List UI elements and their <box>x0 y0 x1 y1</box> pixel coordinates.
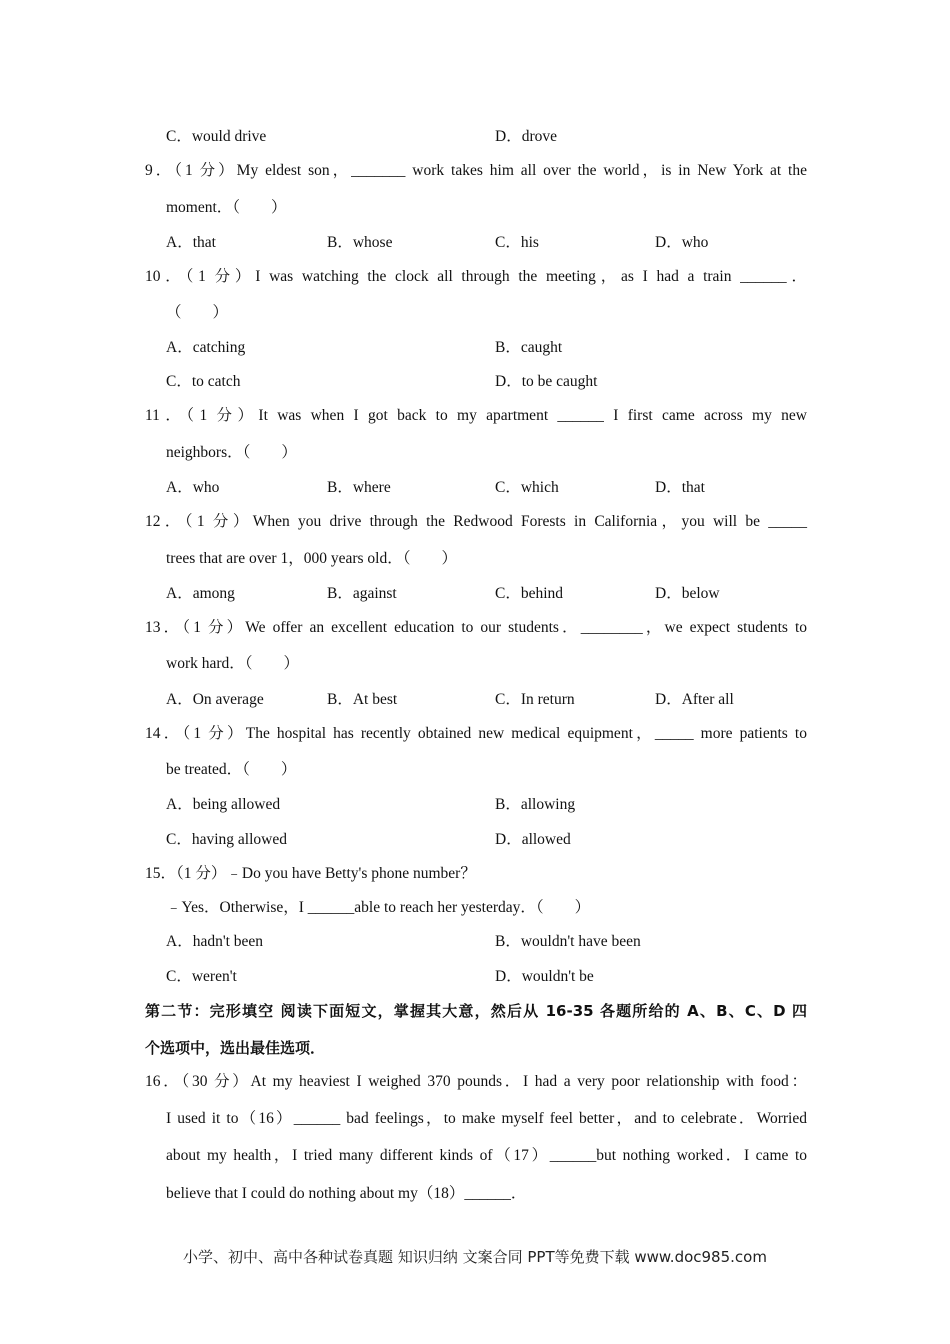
q14-option-d: D．allowed <box>495 831 571 848</box>
q16-passage-line4: believe that I could do nothing about my（18）______． <box>166 1185 527 1202</box>
q8-option-c: C．would drive <box>166 128 267 145</box>
q12-stem-cont: trees that are over 1，000 years old．（ ） <box>166 550 457 567</box>
page-footer: 小学、初中、高中各种试卷真题 知识归纳 文案合同 PPT等免费下载 www.doc985.com <box>183 1248 767 1266</box>
q11-option-b: B．where <box>327 479 391 496</box>
q9-stem: 9．（1 分）My eldest son，_______ work takes him all over the world，is in New York at the <box>145 162 807 179</box>
q15-stem-cont: ﹣Yes．Otherwise，I ______able to reach her yesterday．（ ） <box>166 899 591 916</box>
q14-option-b: B．allowing <box>495 796 576 813</box>
q15-option-b: B．wouldn't have been <box>495 933 641 950</box>
q11-option-a: A．who <box>166 479 220 496</box>
q13-option-a: A．On average <box>166 691 264 708</box>
q11-stem-cont: neighbors．（ ） <box>166 444 297 461</box>
q15-option-d: D．wouldn't be <box>495 968 594 985</box>
q16-passage-line2: I used it to（16）______ bad feelings，to make myself feel better，and to celebrate．Worried <box>166 1110 807 1127</box>
q10-stem: 10．（1 分）I was watching the clock all through the meeting，as I had a train ______． <box>145 268 807 285</box>
q11-option-c: C．which <box>495 479 559 496</box>
q10-option-a: A．catching <box>166 339 246 356</box>
q9-option-b: B．whose <box>327 234 393 251</box>
section2-heading: 第二节：完形填空 阅读下面短文，掌握其大意，然后从 16-35 各题所给的 A、B、C、D 四 <box>145 1002 807 1020</box>
q10-option-b: B．caught <box>495 339 563 356</box>
q14-option-a: A．being allowed <box>166 796 281 813</box>
q9-option-c: C．his <box>495 234 539 251</box>
q9-option-a: A．that <box>166 234 216 251</box>
q16-passage-line3: about my health，I tried many different kinds of（17）______but nothing worked．I came to <box>166 1147 807 1164</box>
q8-option-d: D．drove <box>495 128 557 145</box>
q14-stem-cont: be treated．（ ） <box>166 761 297 778</box>
q13-stem: 13．（1 分）We offer an excellent education to our students．________，we expect students to <box>145 619 807 636</box>
q9-option-d: D．who <box>655 234 709 251</box>
q12-option-a: A．among <box>166 585 235 602</box>
q15-stem: 15．（1 分）﹣Do you have Betty's phone number？ <box>145 865 476 882</box>
q10-option-c: C．to catch <box>166 373 241 390</box>
q14-stem: 14．（1 分）The hospital has recently obtained new medical equipment，_____ more patients to <box>145 725 807 742</box>
q11-stem: 11．（1 分）It was when I got back to my apartment ______ I first came across my new <box>145 407 807 424</box>
q13-option-c: C．In return <box>495 691 575 708</box>
q12-option-b: B．against <box>327 585 397 602</box>
q10-stem-cont: （ ） <box>166 304 229 321</box>
q12-stem: 12．（1 分）When you drive through the Redwood Forests in California，you will be _____ <box>145 513 807 530</box>
q16-passage-line1: 16．（30 分）At my heaviest I weighed 370 pounds．I had a very poor relationship with food： <box>145 1073 807 1090</box>
q14-option-c: C．having allowed <box>166 831 287 848</box>
q13-option-b: B．At best <box>327 691 398 708</box>
q10-option-d: D．to be caught <box>495 373 598 390</box>
q13-stem-cont: work hard．（ ） <box>166 655 300 672</box>
section2-heading-cont: 个选项中，选出最佳选项． <box>145 1039 326 1057</box>
q15-option-a: A．hadn't been <box>166 933 264 950</box>
q9-stem-cont: moment．（ ） <box>166 199 287 216</box>
q12-option-d: D．below <box>655 585 720 602</box>
q13-option-d: D．After all <box>655 691 734 708</box>
q11-option-d: D．that <box>655 479 705 496</box>
q15-option-c: C．weren't <box>166 968 237 985</box>
q12-option-c: C．behind <box>495 585 564 602</box>
